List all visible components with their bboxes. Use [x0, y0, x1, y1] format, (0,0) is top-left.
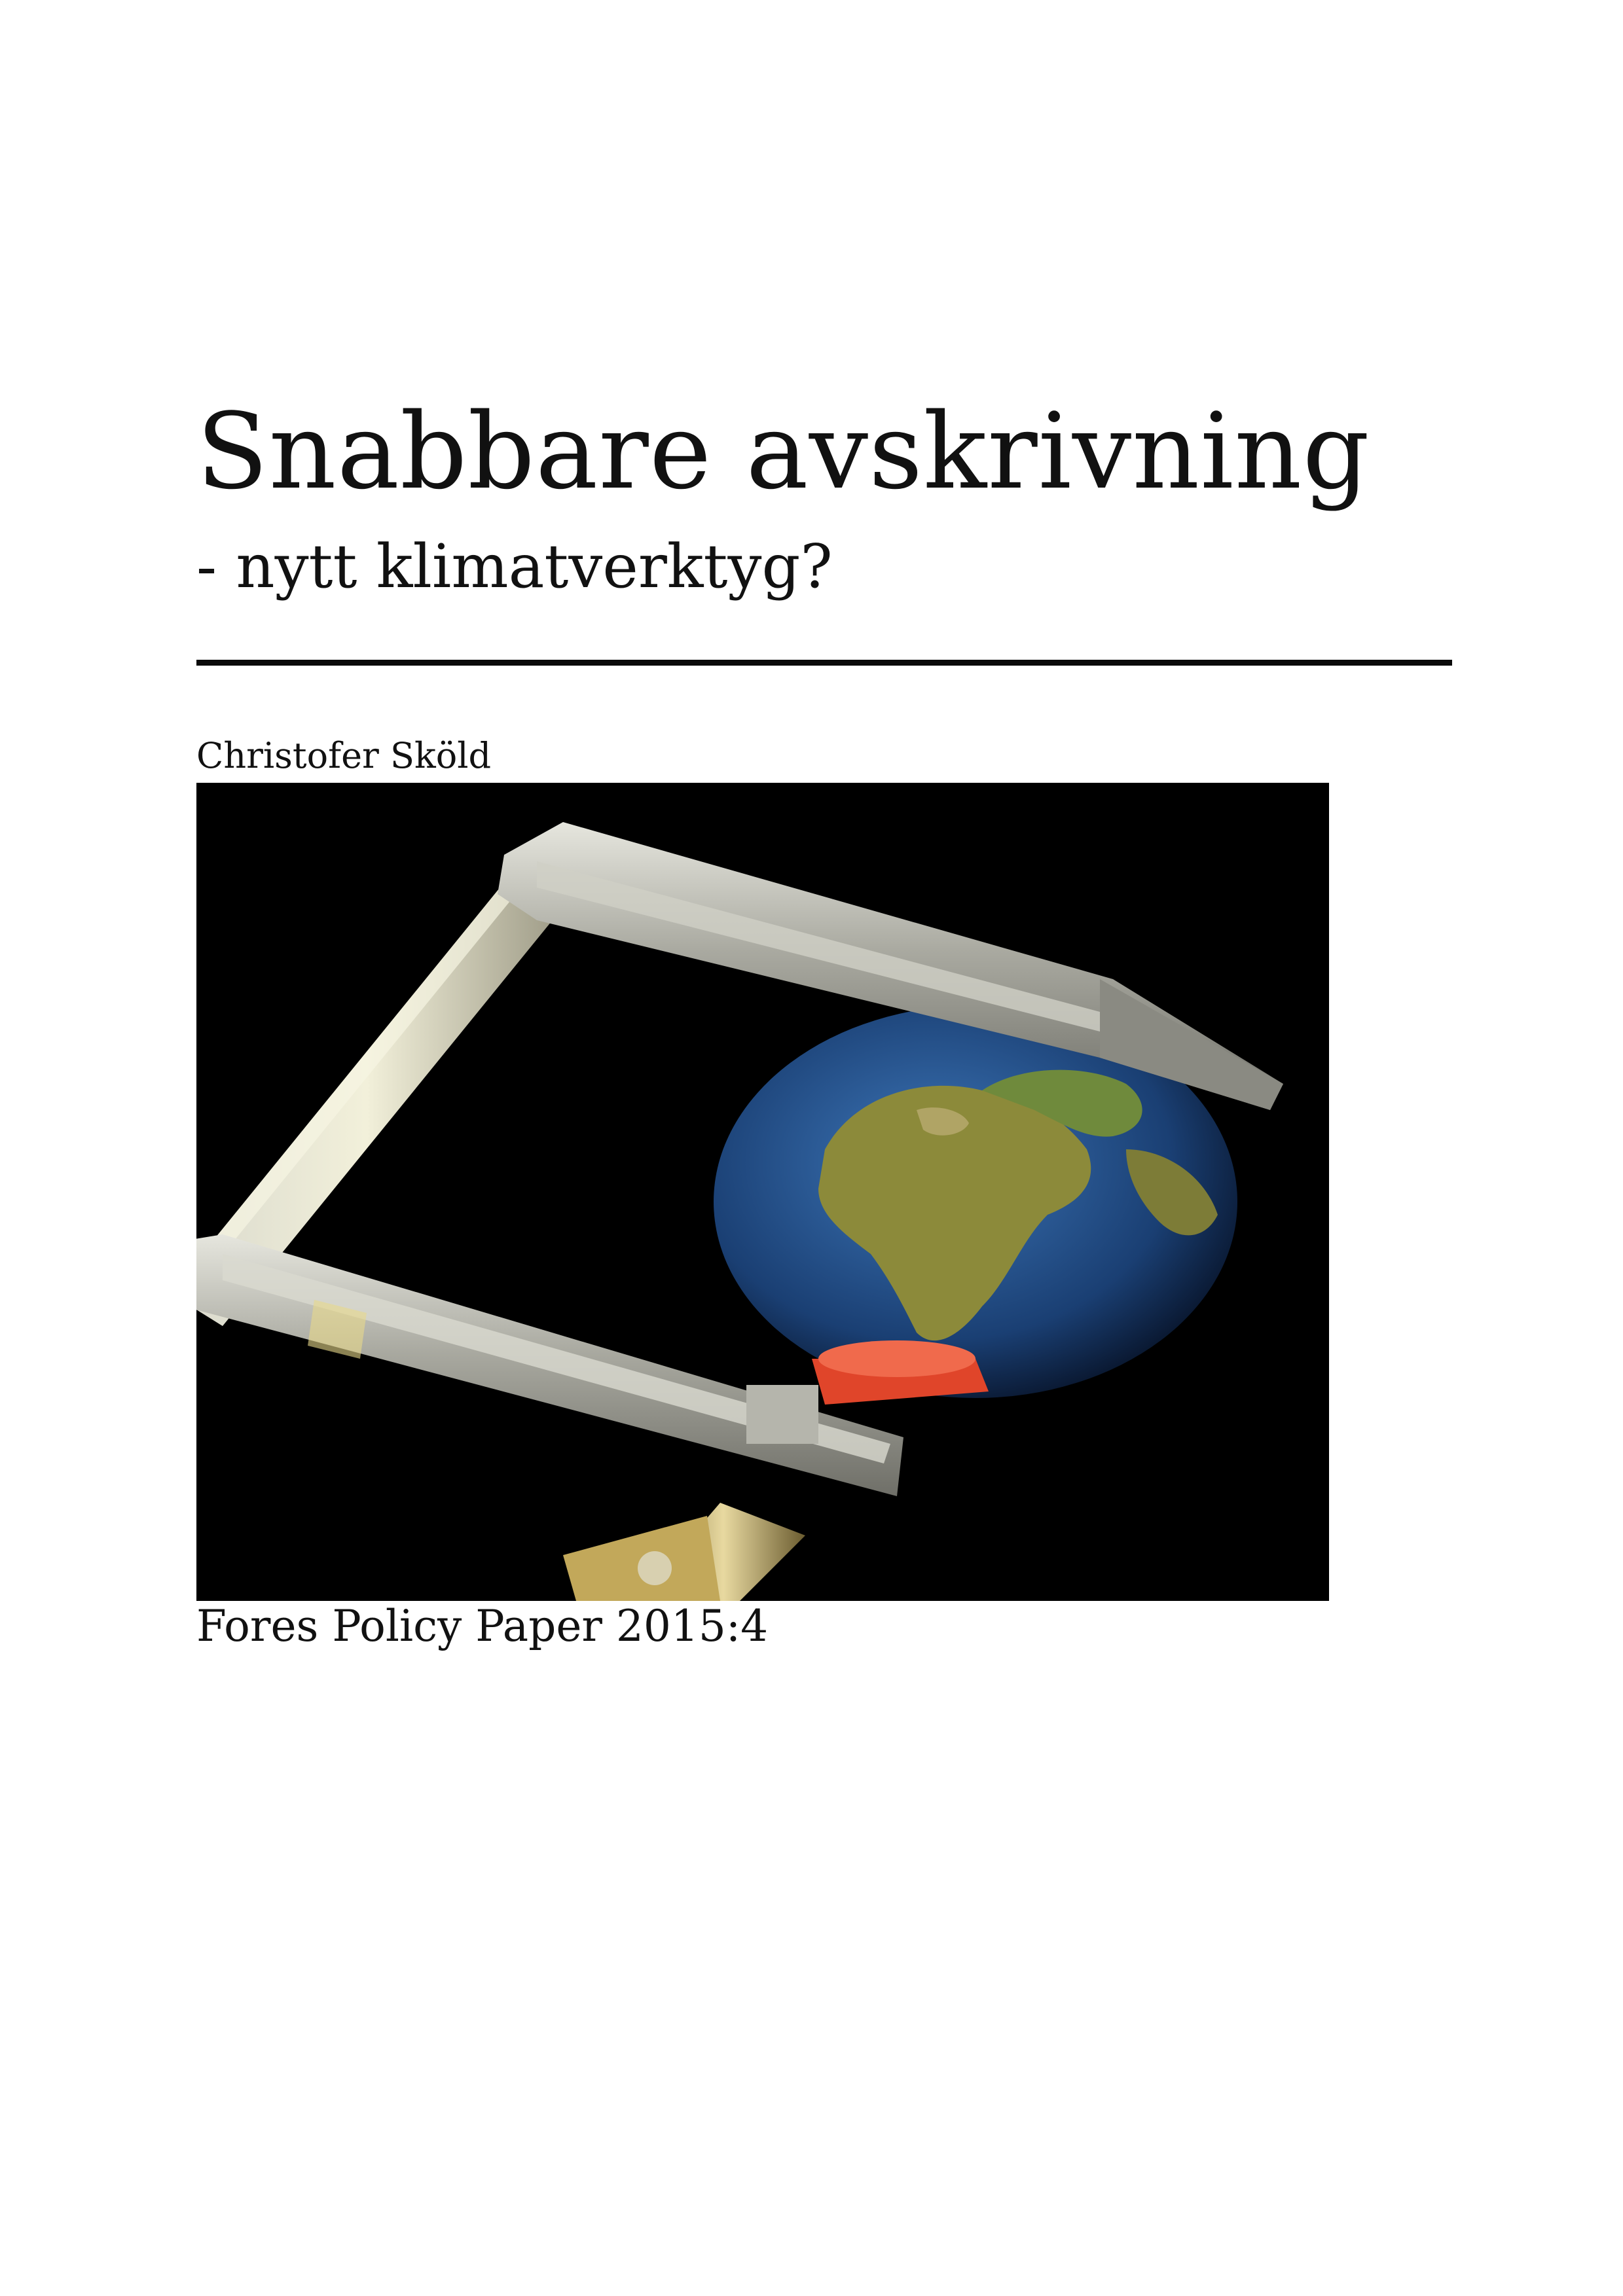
cover-illustration	[196, 783, 1329, 1601]
document-title: Snabbare avskrivning	[196, 390, 1370, 512]
clamp-earth-illustration	[196, 783, 1329, 1601]
series-label: Fores Policy Paper 2015:4	[196, 1601, 769, 1651]
author-name: Christofer Sköld	[196, 735, 492, 776]
document-subtitle: - nytt klimatverktyg?	[196, 531, 833, 601]
title-divider	[196, 660, 1452, 666]
